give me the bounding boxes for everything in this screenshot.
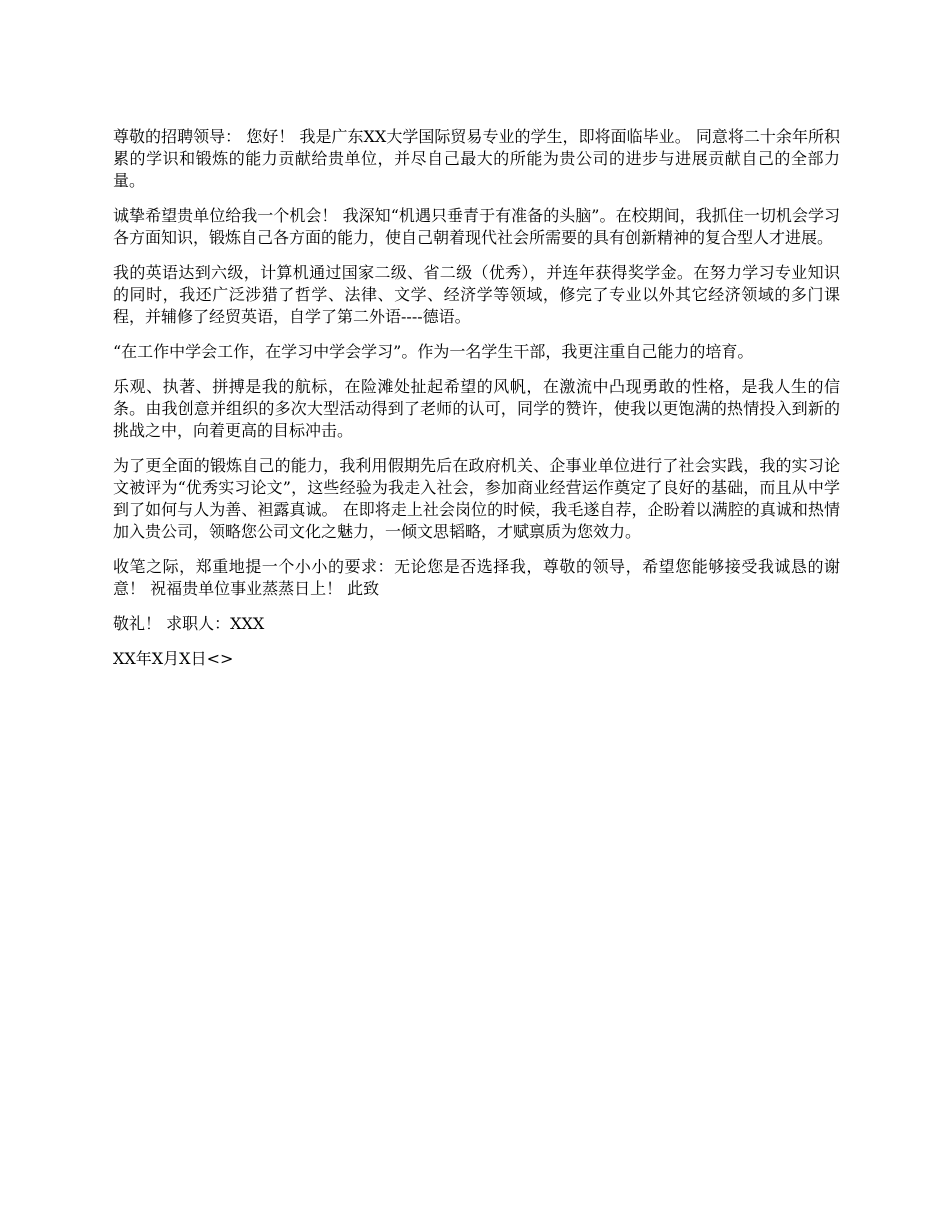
paragraph-opportunity: 诚挚希望贵单位给我一个机会！ 我深知“机遇只垂青于有准备的头脑”。在校期间，我抓住一切机会学习各方面知识，锻炼自己各方面的能力，使自己朝着现代社会所需要的具有创新精神的复合型人才进展。 (113, 206, 840, 247)
paragraph-skills: 我的英语达到六级，计算机通过国家二级、省二级（优秀），并连年获得奖学金。在努力学习专业知识的同时，我还广泛涉猎了哲学、法律、文学、经济学等领域，修完了专业以外其它经济领域的多门课程，并辅修了经贸英语，自学了第二外语----德语。 (113, 263, 840, 326)
letter-body (113, 126, 840, 683)
paragraph-closing: 收笔之际，郑重地提一个小小的要求：无论您是否选择我，尊敬的领导，希望您能够接受我诚恳的谢意！ 祝福贵单位事业蒸蒸日上！ 此致 (113, 557, 840, 598)
paragraph-signature: 敬礼！ 求职人：XXX (113, 614, 265, 633)
paragraph-greeting: 尊敬的招聘领导： 您好！ 我是广东XX大学国际贸易专业的学生，即将面临毕业。 同意将二十余年所积累的学识和锻炼的能力贡献给贵单位，并尽自己最大的所能为贵公司的进步与进展贡献自己的全部力量。 (113, 127, 840, 190)
paragraph-date: XX年X月X日<> (113, 649, 234, 668)
paragraph-character: 乐观、执著、拼搏是我的航标，在险滩处扯起希望的风帆，在激流中凸现勇敢的性格，是我人生的信条。由我创意并组织的多次大型活动得到了老师的认可，同学的赞许，使我以更饱满的热情投入到新的挑战之中，向着更高的目标冲击。 (113, 377, 840, 440)
paragraph-practice: 为了更全面的锻炼自己的能力，我利用假期先后在政府机关、企事业单位进行了社会实践，我的实习论文被评为“优秀实习论文”，这些经验为我走入社会，参加商业经营运作奠定了良好的基础，而且从中学到了如何与人为善、袒露真诚。 在即将走上社会岗位的时候，我毛遂自荐，企盼着以满腔的真诚和热情加入贵公司，领略您公司文化之魅力，一倾文思韬略，才赋禀质为您效力。 (113, 456, 840, 541)
paragraph-motto: “在工作中学会工作，在学习中学会学习”。作为一名学生干部，我更注重自己能力的培育。 (113, 342, 754, 361)
